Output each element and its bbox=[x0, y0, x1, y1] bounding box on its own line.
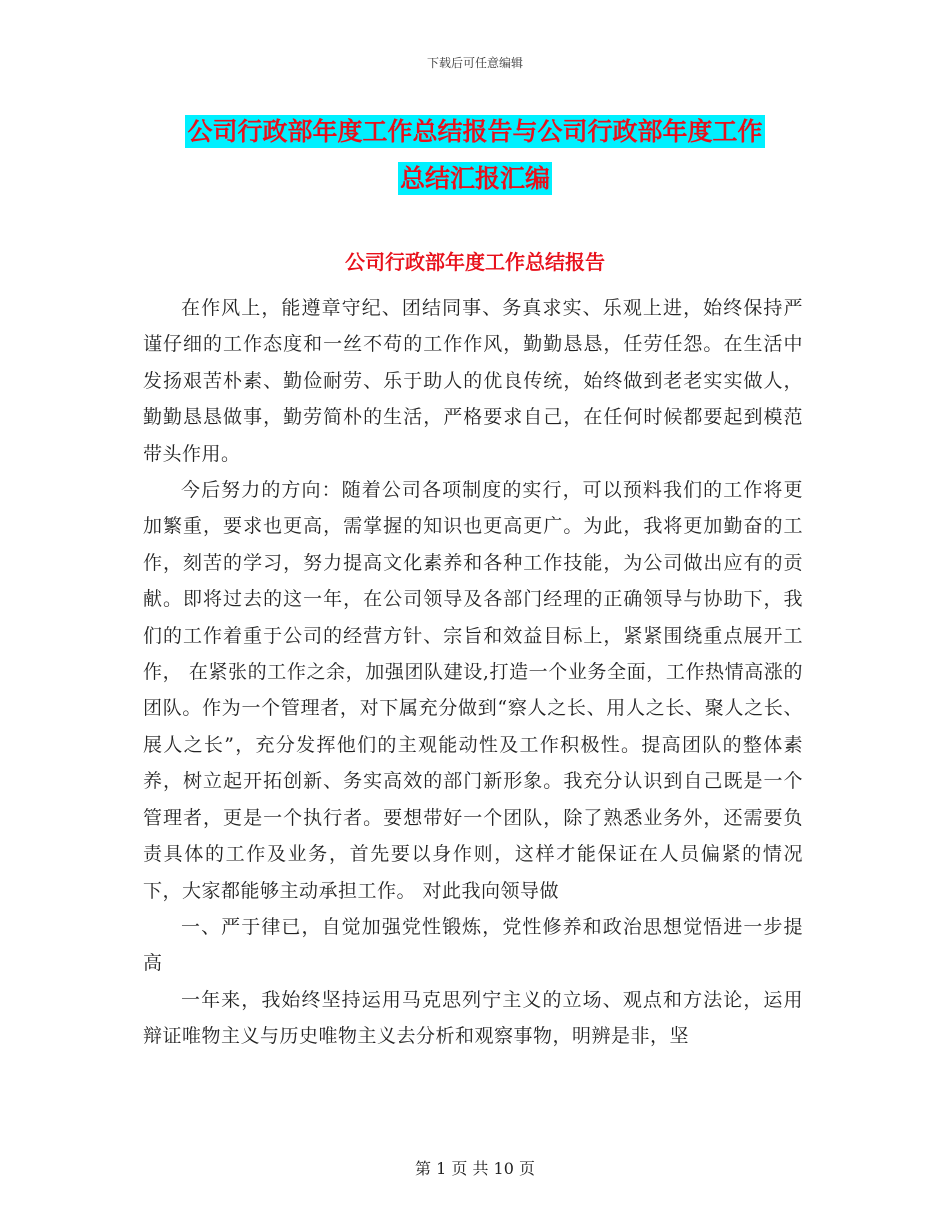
paragraph-2: 今后努力的方向：随着公司各项制度的实行，可以预料我们的工作将更加繁重，要求也更高，需掌握的知识也更高更广。为此，我将更加勤奋的工作，刻苦的学习，努力提高文化素养和各种工作技能，为公司做出应有的贡献。即将过去的这一年，在公司领导及各部门经理的正确领导与协助下，我们的工作着重于公司的经营方针、宗旨和效益目标上，紧紧围绕重点展开工作， 在紧张的工作之余，加强团队建设,打造一个业务全面，工作热情高涨的团队。作为一个管理者，对下属充分做到“察人之长、用人之长、聚人之长、展人之长”，充分发挥他们的主观能动性及工作积极性。提高团队的整体素养，树立起开拓创新、务实高效的部门新形象。我充分认识到自己既是一个管理者，更是一个执行者。要想带好一个团队，除了熟悉业务外，还需要负责具体的工作及业务，首先要以身作则，这样才能保证在人员偏紧的情况下，大家都能够主动承担工作。 对此我向领导做 bbox=[143, 479, 803, 902]
page-header-note: 下载后可任意编辑 bbox=[426, 56, 523, 70]
document-title-line-2: 总结汇报汇编 bbox=[399, 164, 550, 193]
body-text bbox=[143, 290, 803, 1055]
section-title: 公司行政部年度工作总结报告 bbox=[345, 250, 605, 274]
paragraph-4: 一年来，我始终坚持运用马克思列宁主义的立场、观点和方法论，运用辩证唯物主义与历史唯物主义去分析和观察事物，明辨是非，坚 bbox=[143, 988, 803, 1048]
document-title bbox=[0, 108, 950, 202]
paragraph-3: 一、严于律已，自觉加强党性锻炼，党性修养和政治思想觉悟进一步提高 bbox=[143, 915, 803, 975]
paragraph-1: 在作风上，能遵章守纪、团结同事、务真求实、乐观上进，始终保持严谨仔细的工作态度和一丝不苟的工作作风，勤勤恳恳，任劳任怨。在生活中发扬艰苦朴素、勤俭耐劳、乐于助人的优良传统，始终做到老老实实做人，勤勤恳恳做事，勤劳简朴的生活，严格要求自己，在任何时候都要起到模范带头作用。 bbox=[143, 297, 803, 465]
page-number: 第 1 页 共 10 页 bbox=[415, 1159, 535, 1178]
document-title-line-1: 公司行政部年度工作总结报告与公司行政部年度工作 bbox=[187, 117, 763, 146]
